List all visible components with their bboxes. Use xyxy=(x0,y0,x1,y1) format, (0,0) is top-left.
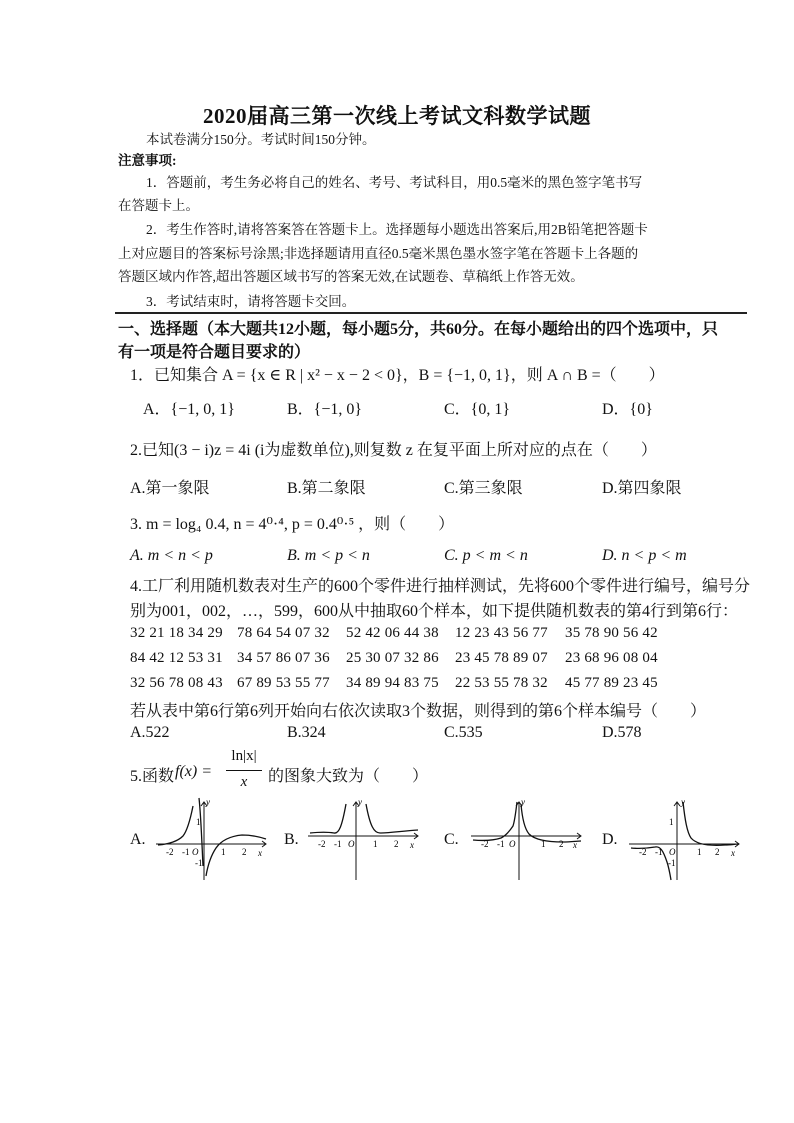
intro-text: 本试卷满分150分。考试时间150分钟。 xyxy=(146,132,376,147)
tick-label: 2 xyxy=(394,839,399,849)
random-table-cell: 67 89 53 55 77 xyxy=(237,675,330,691)
axis-label-x: x xyxy=(258,848,262,858)
tick-label: -1 xyxy=(497,839,505,849)
section-divider xyxy=(115,312,747,314)
notice-line: 3．考试结束时，请将答题卡交回。 xyxy=(146,294,356,309)
tick-label: -1 xyxy=(182,847,190,857)
origin-label: O xyxy=(509,839,516,849)
question-4-stem-line2: 别为001，002，…，599，600从中抽取60个样本，如下提供随机数表的第4行到第6行： xyxy=(130,603,739,620)
question-5-option-d: D. xyxy=(602,831,618,848)
random-table-cell: 32 21 18 34 29 xyxy=(130,625,223,641)
question-4-option-c: C.535 xyxy=(444,724,483,741)
question-4-option-b: B.324 xyxy=(287,724,326,741)
origin-label: O xyxy=(669,847,676,857)
question-1-stem: 1．已知集合 A = {x ∈ R | x² − x − 2 < 0}，B = {−1, 0, 1}，则 A ∩ B =（ ） xyxy=(130,367,665,384)
random-table-cell: 23 45 78 89 07 xyxy=(455,650,548,666)
question-5-stem-suffix: 的图象大致为（ ） xyxy=(268,768,429,785)
tick-label: -2 xyxy=(166,847,174,857)
question-1-option-c: C．{0, 1} xyxy=(444,401,511,418)
question-4-option-d: D.578 xyxy=(602,724,642,741)
axis-label-x: x xyxy=(731,848,735,858)
tick-label: -2 xyxy=(481,839,489,849)
random-table-cell: 32 56 78 08 43 xyxy=(130,675,223,691)
axis-label-y: y xyxy=(521,797,525,807)
question-1-option-b: B．{−1, 0} xyxy=(287,401,363,418)
axis-label-x: x xyxy=(410,840,414,850)
random-table-cell: 12 23 43 56 77 xyxy=(455,625,548,641)
random-table-cell: 34 57 86 07 36 xyxy=(237,650,330,666)
section-heading-line1: 一、选择题（本大题共12小题，每小题5分，共60分。在每小题给出的四个选项中，只 xyxy=(118,321,719,338)
fraction-denominator: x xyxy=(240,774,248,790)
question-4-stem-line3: 若从表中第6行第6列开始向右依次读取3个数据，则得到的第6个样本编号（ ） xyxy=(130,703,707,720)
tick-label: 2 xyxy=(559,839,564,849)
random-table-cell: 35 78 90 56 42 xyxy=(565,625,658,641)
tick-label: -2 xyxy=(318,839,326,849)
axis-label-x: x xyxy=(573,840,577,850)
question-1-option-a: A．{−1, 0, 1} xyxy=(143,401,235,418)
notice-line: 上对应题目的答案标号涂黑;非选择题请用直径0.5毫米黑色墨水签字笔在答题卡上各题的 xyxy=(118,246,639,261)
origin-label: O xyxy=(348,839,355,849)
question-5-option-a: A. xyxy=(130,831,146,848)
notice-line: 在答题卡上。 xyxy=(118,198,199,213)
tick-label: -1 xyxy=(655,847,663,857)
question-2-option-b: B.第二象限 xyxy=(287,480,366,497)
fraction-bar xyxy=(226,770,262,771)
question-5-option-c: C. xyxy=(444,831,459,848)
tick-label: 2 xyxy=(715,847,720,857)
notice-heading: 注意事项: xyxy=(118,153,177,168)
random-table-cell: 84 42 12 53 31 xyxy=(130,650,223,666)
question-2-option-a: A.第一象限 xyxy=(130,480,210,497)
notice-line: 答题区域内作答,超出答题区域书写的答案无效,在试题卷、草稿纸上作答无效。 xyxy=(118,269,584,284)
question-3-option-b: B. m < p < n xyxy=(287,547,370,564)
tick-label: -1 xyxy=(195,858,203,868)
notice-line: 1．答题前，考生务必将自己的姓名、考号、考试科目，用0.5毫米的黑色签字笔书写 xyxy=(146,175,643,190)
notice-line: 2．考生作答时,请将答案答在答题卡上。选择题每小题选出答案后,用2B铅笔把答题卡 xyxy=(146,222,648,237)
tick-label: 1 xyxy=(373,839,378,849)
question-1-option-d: D．{0} xyxy=(602,401,653,418)
graph-option-c xyxy=(467,796,587,882)
tick-label: 1 xyxy=(697,847,702,857)
random-table-cell: 78 64 54 07 32 xyxy=(237,625,330,641)
question-3-option-d: D. n < p < m xyxy=(602,547,687,564)
section-heading-line2: 有一项是符合题目要求的） xyxy=(118,344,311,361)
random-table-cell: 52 42 06 44 38 xyxy=(346,625,439,641)
tick-label: 2 xyxy=(242,847,247,857)
tick-label: -1 xyxy=(668,858,676,868)
fraction-numerator: ln|x| xyxy=(231,748,257,764)
tick-label: 1 xyxy=(221,847,226,857)
question-3-stem: 3. m = log₄ 0.4, n = 4⁰·⁴, p = 0.4⁰·⁵ ，则（ ） xyxy=(130,516,455,533)
random-table-cell: 22 53 55 78 32 xyxy=(455,675,548,691)
question-4-stem-line1: 4.工厂利用随机数表对生产的600个零件进行抽样测试，先将600个零件进行编号，编号分 xyxy=(130,578,751,595)
graph-option-d xyxy=(625,796,745,882)
page-title: 2020届高三第一次线上考试文科数学试题 xyxy=(203,104,591,128)
question-5-stem-prefix: 5.函数 xyxy=(130,768,175,785)
random-table-cell: 45 77 89 23 45 xyxy=(565,675,658,691)
random-table-cell: 34 89 94 83 75 xyxy=(346,675,439,691)
tick-label: 1 xyxy=(196,817,201,827)
graph-option-a xyxy=(152,796,272,882)
tick-label: 1 xyxy=(541,839,546,849)
tick-label: -2 xyxy=(639,847,647,857)
question-3-option-c: C. p < m < n xyxy=(444,547,528,564)
question-2-option-d: D.第四象限 xyxy=(602,480,682,497)
random-table-cell: 25 30 07 32 86 xyxy=(346,650,439,666)
tick-label: 1 xyxy=(669,817,674,827)
question-5-option-b: B. xyxy=(284,831,299,848)
axis-label-y: y xyxy=(358,797,362,807)
graph-option-b xyxy=(304,796,424,882)
origin-label: O xyxy=(192,847,199,857)
axis-label-y: y xyxy=(206,797,210,807)
random-table-cell: 23 68 96 08 04 xyxy=(565,650,658,666)
tick-label: -1 xyxy=(334,839,342,849)
function-lhs: f(x) = xyxy=(175,763,212,780)
question-4-option-a: A.522 xyxy=(130,724,170,741)
question-2-option-c: C.第三象限 xyxy=(444,480,523,497)
axis-label-y: y xyxy=(681,797,685,807)
question-3-option-a: A. m < n < p xyxy=(130,547,213,564)
question-2-stem: 2.已知(3 − i)z = 4i (i为虚数单位),则复数 z 在复平面上所对应的点在（ ） xyxy=(130,442,657,459)
